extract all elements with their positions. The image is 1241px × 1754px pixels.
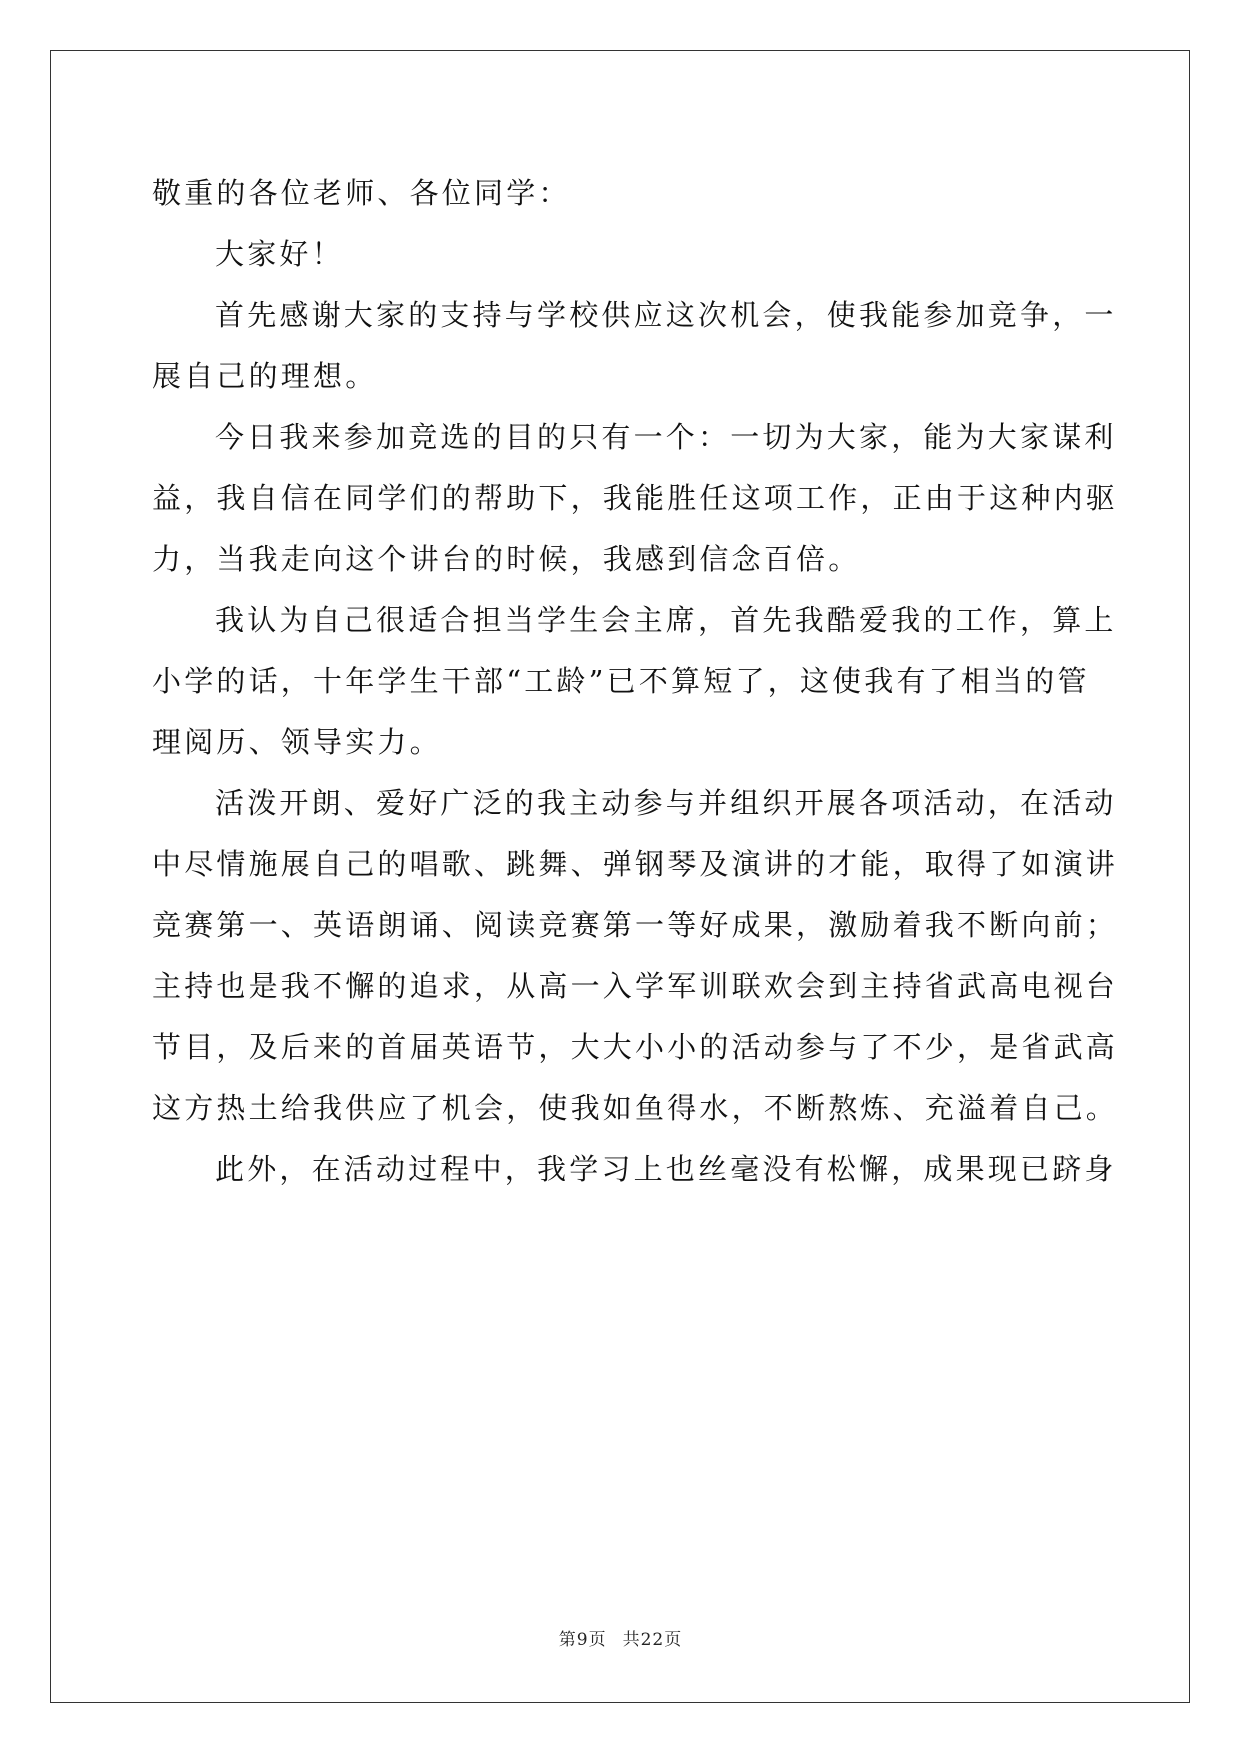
text-line: 节目，及后来的首届英语节，大大小小的活动参与了不少，是省武高 [152, 1030, 1119, 1064]
text-line: 主持也是我不懈的追求，从高一入学军训联欢会到主持省武高电视台 [152, 969, 1119, 1003]
text-line: 展自己的理想。 [152, 359, 378, 393]
page-footer [0, 1625, 1241, 1650]
text-line: 大家好！ [215, 237, 344, 271]
text-line: 敬重的各位老师、各位同学： [152, 176, 571, 210]
text-line: 益，我自信在同学们的帮助下，我能胜任这项工作，正由于这种内驱 [152, 481, 1119, 515]
text-line: 首先感谢大家的支持与学校供应这次机会，使我能参加竞争，一 [215, 298, 1117, 332]
document-body [152, 163, 1119, 1200]
text-line: 我认为自己很适合担当学生会主席，首先我酷爱我的工作，算上 [215, 603, 1117, 637]
text-line: 今日我来参加竞选的目的只有一个：一切为大家，能为大家谋利 [215, 420, 1117, 454]
text-line: 此外，在活动过程中，我学习上也丝毫没有松懈，成果现已跻身 [215, 1152, 1117, 1186]
page-total: 共22页 [622, 1630, 683, 1650]
text-line: 小学的话，十年学生干部“工龄”已不算短了，这使我有了相当的管 [152, 664, 1090, 698]
text-line: 中尽情施展自己的唱歌、跳舞、弹钢琴及演讲的才能，取得了如演讲 [152, 847, 1119, 881]
page-number: 第9页 [558, 1630, 607, 1650]
text-line: 竞赛第一、英语朗诵、阅读竞赛第一等好成果，激励着我不断向前； [152, 908, 1119, 942]
text-line: 理阅历、领导实力。 [152, 725, 442, 759]
text-line: 这方热土给我供应了机会，使我如鱼得水，不断熬炼、充溢着自己。 [152, 1091, 1119, 1125]
text-line: 力，当我走向这个讲台的时候，我感到信念百倍。 [152, 542, 861, 576]
text-line: 活泼开朗、爱好广泛的我主动参与并组织开展各项活动，在活动 [215, 786, 1117, 820]
